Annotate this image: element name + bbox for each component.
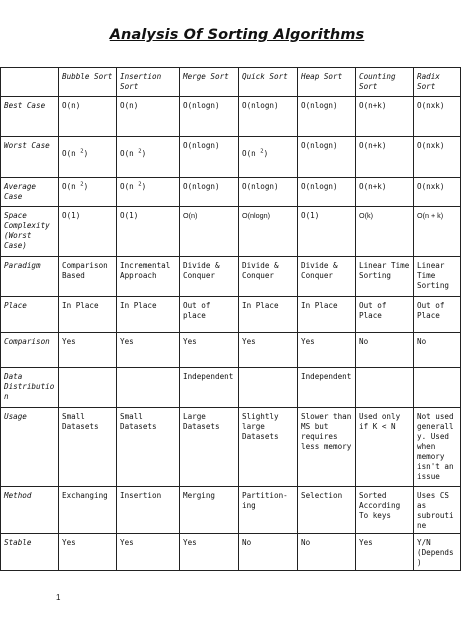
table-row bbox=[1, 368, 461, 408]
table-cell: O(n + k) bbox=[414, 207, 461, 257]
table-row bbox=[1, 178, 461, 207]
table-cell: Yes bbox=[298, 333, 356, 368]
table-cell: Yes bbox=[239, 333, 298, 368]
closing-paren: ) bbox=[83, 149, 89, 158]
table-cell: O(1) bbox=[298, 207, 356, 257]
row-label: Space Complexity (Worst Case) bbox=[1, 207, 59, 257]
table-cell bbox=[59, 137, 117, 178]
row-label: Average Case bbox=[1, 178, 59, 207]
table-cell bbox=[356, 368, 414, 408]
table-row bbox=[1, 297, 461, 333]
column-header: Insertion Sort bbox=[117, 68, 180, 97]
table-cell: Out of Place bbox=[356, 297, 414, 333]
table-cell: Y/N (Depends) bbox=[414, 534, 461, 571]
table-cell: Selection bbox=[298, 487, 356, 534]
table-cell: O(n+k) bbox=[356, 178, 414, 207]
table-row bbox=[1, 534, 461, 571]
row-label: Best Case bbox=[1, 97, 59, 137]
exponent: 2 bbox=[260, 148, 264, 155]
table-cell: Small Datasets bbox=[117, 408, 180, 487]
table-cell: No bbox=[414, 333, 461, 368]
row-label: Method bbox=[1, 487, 59, 534]
table-cell: Yes bbox=[59, 534, 117, 571]
cell-text: O(n bbox=[120, 182, 134, 191]
exponent: 2 bbox=[80, 148, 84, 155]
row-label: Place bbox=[1, 297, 59, 333]
table-cell: Yes bbox=[59, 333, 117, 368]
table-cell: O(nlogn) bbox=[180, 97, 239, 137]
table-cell: Incremental Approach bbox=[117, 257, 180, 297]
sorting-comparison-table bbox=[0, 67, 461, 571]
table-cell: O(1) bbox=[59, 207, 117, 257]
table-cell: O(nlogn) bbox=[298, 178, 356, 207]
table-cell: No bbox=[298, 534, 356, 571]
table-cell: Linear Time Sorting bbox=[414, 257, 461, 297]
table-cell: Slower than MS but requires less memory bbox=[298, 408, 356, 487]
table-cell bbox=[239, 137, 298, 178]
table-cell: Small Datasets bbox=[59, 408, 117, 487]
column-header: Bubble Sort bbox=[59, 68, 117, 97]
table-cell bbox=[117, 178, 180, 207]
table-cell: Yes bbox=[117, 333, 180, 368]
table-cell: O(n+k) bbox=[356, 137, 414, 178]
table-cell: Not used generally. Used when memory isn't an issue bbox=[414, 408, 461, 487]
table-cell: O(n+k) bbox=[356, 97, 414, 137]
cell-text: O(n bbox=[62, 149, 76, 158]
page-title: Analysis Of Sorting Algorithms bbox=[109, 27, 365, 43]
table-row bbox=[1, 408, 461, 487]
table-cell: Used only if K < N bbox=[356, 408, 414, 487]
cell-text: O(n bbox=[242, 149, 256, 158]
table-cell: O(1) bbox=[117, 207, 180, 257]
table-cell bbox=[59, 178, 117, 207]
table-cell bbox=[117, 368, 180, 408]
table-cell: Out of place bbox=[180, 297, 239, 333]
table-cell: Divide & Conquer bbox=[239, 257, 298, 297]
table-cell: Large Datasets bbox=[180, 408, 239, 487]
table-cell: O(nxk) bbox=[414, 137, 461, 178]
cell-text: O(n bbox=[62, 182, 76, 191]
table-cell: O(nlogn) bbox=[239, 178, 298, 207]
table-cell: In Place bbox=[59, 297, 117, 333]
table-cell: O(nxk) bbox=[414, 178, 461, 207]
table-cell: No bbox=[239, 534, 298, 571]
table-cell: Exchanging bbox=[59, 487, 117, 534]
exponent: 2 bbox=[138, 181, 142, 188]
row-label: Stable bbox=[1, 534, 59, 571]
row-label: Paradigm bbox=[1, 257, 59, 297]
table-cell: Linear Time Sorting bbox=[356, 257, 414, 297]
table-cell: Divide & Conquer bbox=[180, 257, 239, 297]
table-cell bbox=[239, 368, 298, 408]
column-header: Counting Sort bbox=[356, 68, 414, 97]
row-label: Data Distribution bbox=[1, 368, 59, 408]
closing-paren: ) bbox=[141, 182, 147, 191]
table-cell: Divide & Conquer bbox=[298, 257, 356, 297]
column-header: Radix Sort bbox=[414, 68, 461, 97]
table-row bbox=[1, 333, 461, 368]
table-cell: O(nlogn) bbox=[298, 137, 356, 178]
header-row bbox=[1, 68, 461, 97]
exponent: 2 bbox=[138, 148, 142, 155]
page-number: 1 bbox=[56, 593, 61, 602]
table-cell: Out of Place bbox=[414, 297, 461, 333]
closing-paren: ) bbox=[141, 149, 147, 158]
table-cell: Comparison Based bbox=[59, 257, 117, 297]
table-cell: Slightly large Datasets bbox=[239, 408, 298, 487]
corner-cell bbox=[1, 68, 59, 97]
table-cell: O(nlogn) bbox=[239, 97, 298, 137]
table-row bbox=[1, 207, 461, 257]
table-cell: Insertion bbox=[117, 487, 180, 534]
table-row bbox=[1, 257, 461, 297]
column-header: Merge Sort bbox=[180, 68, 239, 97]
table-cell: O(nlogn) bbox=[239, 207, 298, 257]
table-cell bbox=[59, 368, 117, 408]
table-cell: O(nlogn) bbox=[298, 97, 356, 137]
closing-paren: ) bbox=[263, 149, 269, 158]
table-cell: O(nlogn) bbox=[180, 137, 239, 178]
table-cell: Merging bbox=[180, 487, 239, 534]
table-cell: Yes bbox=[117, 534, 180, 571]
table-cell: Yes bbox=[356, 534, 414, 571]
table-row bbox=[1, 97, 461, 137]
table-cell: Independent bbox=[180, 368, 239, 408]
closing-paren: ) bbox=[83, 182, 89, 191]
table-cell: Partition-ing bbox=[239, 487, 298, 534]
table-cell bbox=[414, 368, 461, 408]
table-cell: In Place bbox=[239, 297, 298, 333]
table-cell: Independent bbox=[298, 368, 356, 408]
column-header: Heap Sort bbox=[298, 68, 356, 97]
column-header: Quick Sort bbox=[239, 68, 298, 97]
row-label: Comparison bbox=[1, 333, 59, 368]
table-row bbox=[1, 137, 461, 178]
table-cell: Yes bbox=[180, 534, 239, 571]
table-cell: O(n) bbox=[180, 207, 239, 257]
table-cell: Uses CS as subroutine bbox=[414, 487, 461, 534]
table-cell: O(n) bbox=[59, 97, 117, 137]
exponent: 2 bbox=[80, 181, 84, 188]
table-cell: O(k) bbox=[356, 207, 414, 257]
cell-text: O(n bbox=[120, 149, 134, 158]
row-label: Worst Case bbox=[1, 137, 59, 178]
table-cell: In Place bbox=[117, 297, 180, 333]
table-row bbox=[1, 487, 461, 534]
table-cell: O(n) bbox=[117, 97, 180, 137]
table-cell bbox=[117, 137, 180, 178]
table-cell: Sorted According To keys bbox=[356, 487, 414, 534]
row-label: Usage bbox=[1, 408, 59, 487]
table-cell: O(nlogn) bbox=[180, 178, 239, 207]
table-cell: In Place bbox=[298, 297, 356, 333]
table-cell: No bbox=[356, 333, 414, 368]
table-cell: Yes bbox=[180, 333, 239, 368]
table-cell: O(nxk) bbox=[414, 97, 461, 137]
